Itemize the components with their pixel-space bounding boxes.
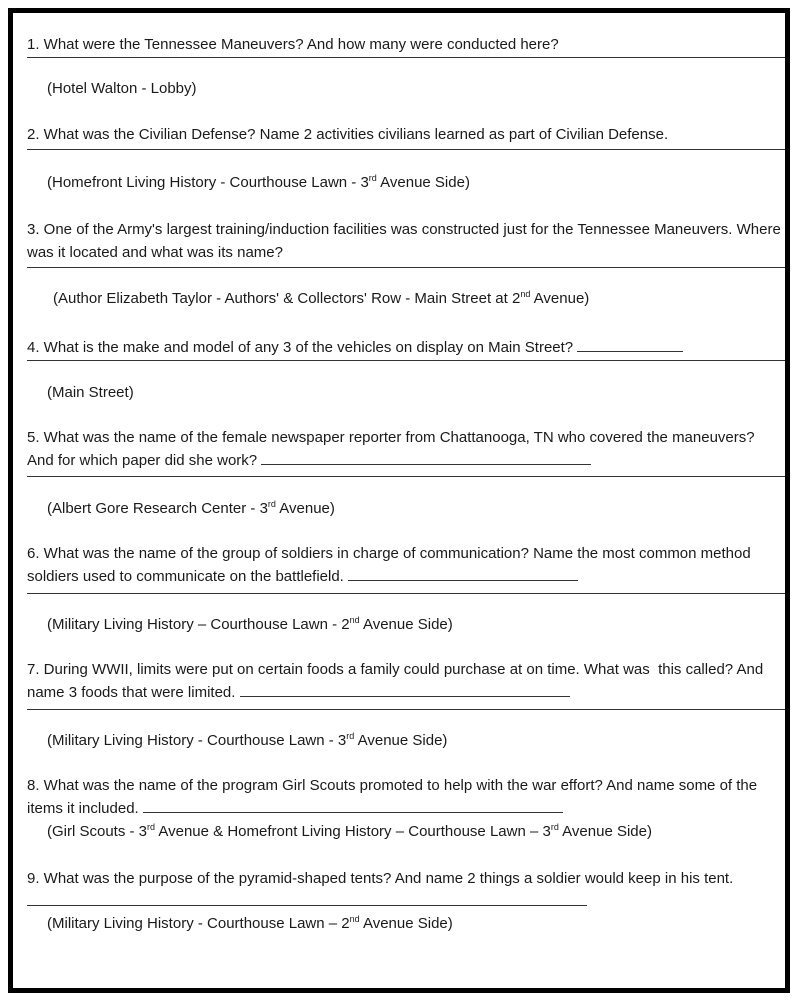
answer-line[interactable]	[27, 709, 785, 710]
answer-blank[interactable]	[261, 450, 591, 465]
question-text: 9. What was the purpose of the pyramid-shaped tents? And name 2 things a soldier would keep in his tent.	[27, 870, 734, 887]
question-location: (Author Elizabeth Taylor - Authors' & Collectors' Row - Main Street at 2nd Avenue)	[53, 289, 590, 307]
question-location: (Girl Scouts - 3rd Avenue & Homefront Living History – Courthouse Lawn – 3rd Avenue Side)	[47, 822, 652, 840]
question-location: (Main Street)	[47, 384, 134, 401]
worksheet-frame	[8, 8, 790, 993]
answer-blank[interactable]	[348, 566, 578, 581]
question-7	[27, 658, 777, 704]
question-text: 7. During WWII, limits were put on certain foods a family could purchase at on time. What was this called? And name 3 foods that were limited.	[27, 661, 768, 701]
question-location: (Military Living History – Courthouse Lawn - 2nd Avenue Side)	[47, 615, 453, 633]
question-text: 8. What was the name of the program Girl Scouts promoted to help with the war effort? And name some of the items it included.	[27, 777, 762, 817]
answer-blank[interactable]	[27, 891, 587, 906]
answer-line[interactable]	[27, 593, 785, 594]
question-text: 5. What was the name of the female newspaper reporter from Chattanooga, TN who covered the maneuvers? And for which paper did she work?	[27, 429, 758, 469]
question-location: (Hotel Walton - Lobby)	[47, 80, 197, 97]
question-9	[27, 867, 777, 913]
question-text: 6. What was the name of the group of soldiers in charge of communication? Name the most common method soldiers used to communicate on the battlefield.	[27, 545, 755, 585]
question-5	[27, 426, 777, 472]
question-6	[27, 542, 777, 588]
answer-line[interactable]	[27, 476, 785, 477]
question-location: (Homefront Living History - Courthouse Lawn - 3rd Avenue Side)	[47, 173, 470, 191]
question-8	[27, 774, 777, 820]
answer-blank[interactable]	[240, 682, 570, 697]
question-location: (Albert Gore Research Center - 3rd Avenue)	[47, 499, 335, 517]
question-text: 4. What is the make and model of any 3 of the vehicles on display on Main Street?	[27, 339, 574, 356]
question-location: (Military Living History - Courthouse Lawn – 2nd Avenue Side)	[47, 914, 453, 932]
question-2	[27, 123, 785, 146]
question-text: 1. What were the Tennessee Maneuvers? And how many were conducted here?	[27, 36, 559, 53]
answer-line[interactable]	[27, 149, 785, 150]
answer-line[interactable]	[27, 360, 785, 361]
question-location: (Military Living History - Courthouse Lawn - 3rd Avenue Side)	[47, 731, 448, 749]
question-text: 3. One of the Army's largest training/induction facilities was constructed just for the Tennessee Maneuvers. Where was it located and what was its name?	[27, 221, 785, 261]
question-text: 2. What was the Civilian Defense? Name 2 activities civilians learned as part of Civilian Defense.	[27, 126, 669, 143]
answer-line[interactable]	[27, 57, 785, 58]
question-4	[27, 336, 777, 359]
question-3	[27, 218, 785, 264]
answer-line[interactable]	[27, 267, 785, 268]
question-1	[27, 33, 785, 56]
answer-blank[interactable]	[577, 337, 683, 352]
answer-blank[interactable]	[143, 798, 563, 813]
